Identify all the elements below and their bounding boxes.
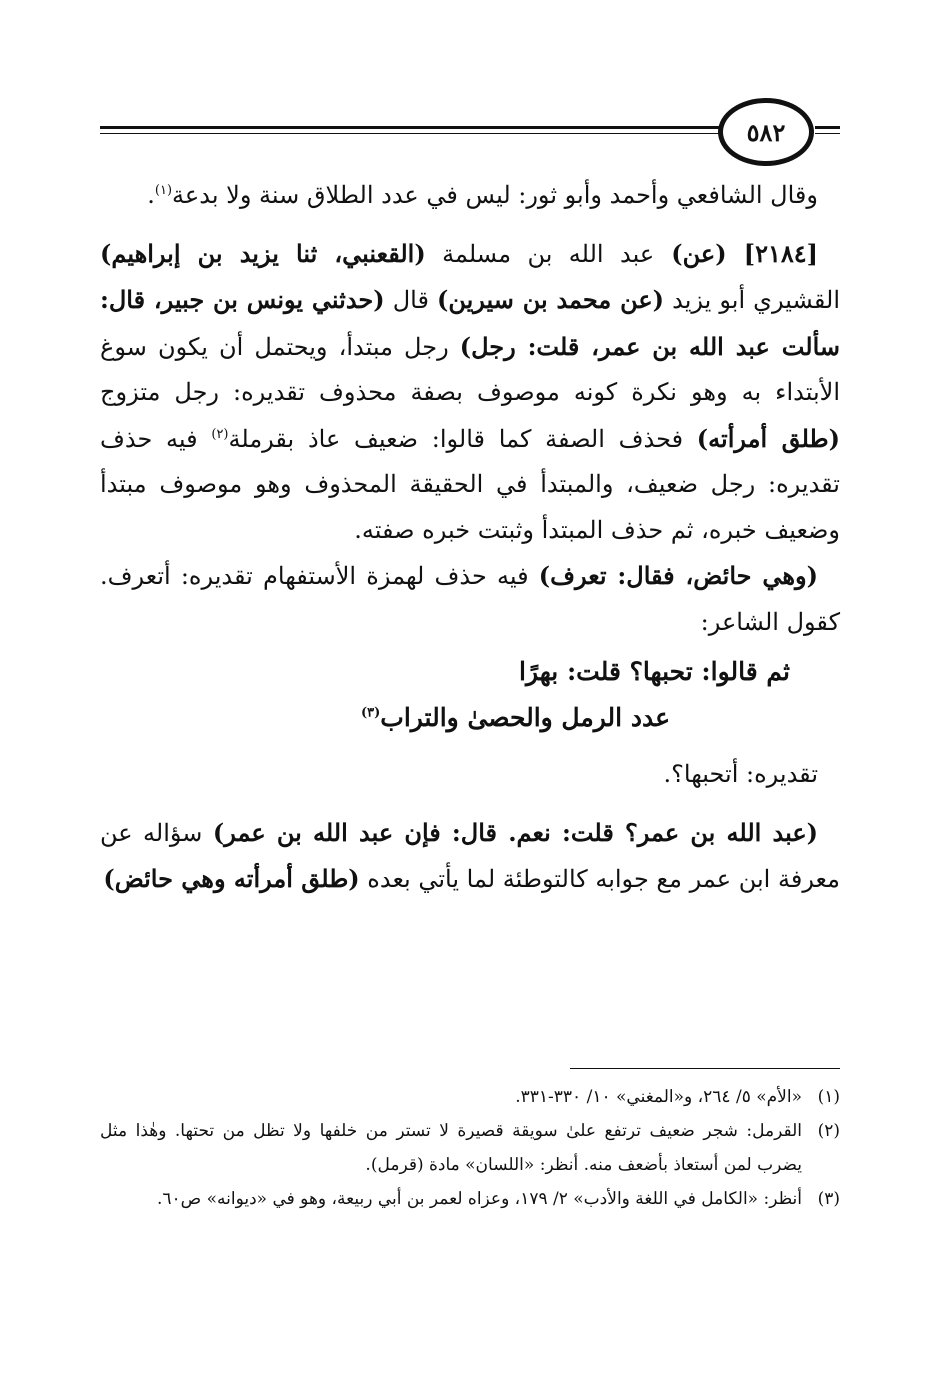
header-rule-thick	[100, 126, 750, 129]
header-rule-thin	[100, 133, 750, 134]
header-rule-right-thick	[815, 126, 840, 129]
footnote-1: (١) «الأم» ٥/ ٢٦٤، و«المغني» ١٠/ ٣٣٠-٣٣١.	[515, 1087, 840, 1107]
header-rule-right-thin	[815, 133, 840, 134]
page-header	[100, 95, 840, 165]
paragraph-1: وقال الشافعي وأحمد وأبو ثور: ليس في عدد الطلاق سنة ولا بدعة$^{(١)}$.	[147, 181, 818, 209]
footnote-2: (٢) القرمل: شجر ضعيف ترتفع علىٰ سويقة قصيرة لا تستر من خلفها ولا تظل من تحتها. وهٰذا مثل يضرب لمن أستعاذ بأضعف منه. أنظر: «اللسان» مادة (قرمل).	[100, 1121, 840, 1175]
footnotes	[100, 1080, 840, 1216]
paragraph-2: [٢١٨٤] (عن) عبد الله بن مسلمة (القعنبي، ثنا يزيد بن إبراهيم) القشيري أبو يزيد (عن محمد بن سيرين) قال (حدثني يونس بن جبير، قال: سألت عبد الله بن عمر، قلت: رجل) رجل مبتدأ، ويحتمل أن يكون سوغ الأبتداء به وهو نكرة كونه موصوف بصفة محذوف تقديره: رجل متزوج (طلق أمرأته) فحذف الصفة كما قالوا: ضعيف عاذ بقرملة$^{(٢)}$ فيه حذف تقديره: رجل ضعيف، والمبتدأ في الحقيقة المحذوف وهو موصوف مبتدأ وضعيف خبره، ثم حذف المبتدأ وثبتت خبره صفته.	[100, 238, 841, 544]
page-number: ٥٨٢	[718, 98, 814, 166]
footnote-separator	[570, 1068, 840, 1069]
paragraph-4: تقديره: أتحبها؟.	[663, 760, 818, 788]
paragraph-5: (عبد الله بن عمر؟ قلت: نعم. قال: فإن عبد الله بن عمر) سؤاله عن معرفة ابن عمر مع جوابه كالتوطئة لما يأتي بعده (طلق أمرأته وهي حائض)	[100, 817, 840, 893]
footnote-ref-3: (٣)	[360, 705, 381, 721]
paragraph-3: (وهي حائض، فقال: تعرف) فيه حذف لهمزة الأستفهام تقديره: أتعرف. كقول الشاعر:	[100, 561, 840, 636]
main-text	[100, 173, 840, 903]
verse-line-2: عدد الرمل والحصىٰ والتراب$^{(٣)}$	[360, 702, 670, 732]
footnote-ref-2: (٢)	[211, 426, 229, 442]
footnote-3: (٣) أنظر: «الكامل في اللغة والأدب» ٢/ ١٧٩، وعزاه لعمر بن أبي ربيعة، وهو في «ديوانه» ص٦٠.	[157, 1189, 840, 1209]
verse-line-1: ثم قالوا: تحبها؟ قلت: بهرًا	[519, 657, 790, 686]
book-page	[100, 95, 840, 1295]
footnote-ref-1: (١)	[154, 183, 173, 198]
